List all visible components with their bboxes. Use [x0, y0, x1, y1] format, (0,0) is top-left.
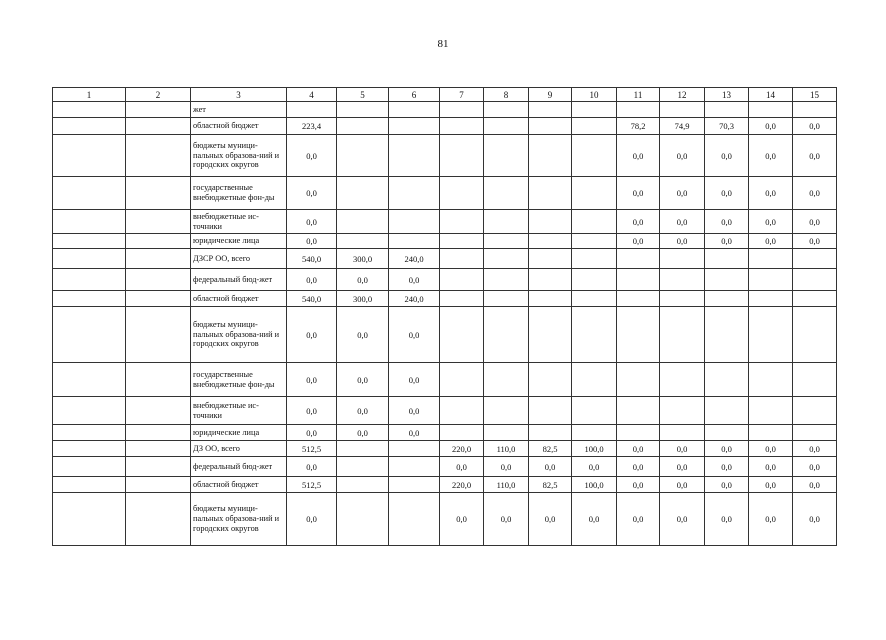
- value-cell: 0,0: [389, 269, 440, 291]
- value-cell: 0,0: [660, 234, 705, 249]
- value-cell: [660, 269, 705, 291]
- table-row: [53, 363, 837, 397]
- value-cell: 240,0: [389, 249, 440, 269]
- table-row: [53, 102, 837, 118]
- empty-cell: [126, 291, 191, 307]
- value-cell: 0,0: [617, 493, 660, 546]
- value-cell: 70,3: [705, 118, 749, 135]
- value-cell: 300,0: [337, 291, 389, 307]
- value-cell: [749, 102, 793, 118]
- value-cell: 0,0: [749, 135, 793, 177]
- value-cell: [660, 249, 705, 269]
- value-cell: [440, 397, 484, 425]
- value-cell: [440, 307, 484, 363]
- value-cell: [617, 425, 660, 441]
- empty-cell: [126, 477, 191, 493]
- value-cell: [337, 118, 389, 135]
- column-header-6: 6: [389, 88, 440, 102]
- value-cell: 300,0: [337, 249, 389, 269]
- value-cell: [484, 269, 529, 291]
- value-cell: [440, 210, 484, 234]
- value-cell: 0,0: [617, 441, 660, 457]
- value-cell: 0,0: [749, 477, 793, 493]
- value-cell: 0,0: [337, 269, 389, 291]
- budget-table: [52, 87, 837, 546]
- column-header-3: 3: [191, 88, 287, 102]
- value-cell: 0,0: [749, 118, 793, 135]
- value-cell: 0,0: [389, 397, 440, 425]
- value-cell: 0,0: [440, 493, 484, 546]
- value-cell: 0,0: [793, 210, 837, 234]
- value-cell: [440, 363, 484, 397]
- row-label: бюджеты муници-пальных образова-ний и городских округов: [191, 307, 287, 363]
- column-header-14: 14: [749, 88, 793, 102]
- value-cell: 0,0: [793, 177, 837, 210]
- value-cell: 0,0: [793, 441, 837, 457]
- value-cell: 0,0: [705, 234, 749, 249]
- value-cell: [705, 269, 749, 291]
- value-cell: [572, 102, 617, 118]
- value-cell: 0,0: [660, 477, 705, 493]
- value-cell: [749, 363, 793, 397]
- value-cell: 110,0: [484, 477, 529, 493]
- empty-cell: [126, 269, 191, 291]
- value-cell: [617, 102, 660, 118]
- column-header-11: 11: [617, 88, 660, 102]
- table-row: [53, 397, 837, 425]
- value-cell: 0,0: [287, 177, 337, 210]
- value-cell: 0,0: [389, 307, 440, 363]
- value-cell: [529, 249, 572, 269]
- value-cell: 0,0: [287, 307, 337, 363]
- value-cell: [793, 249, 837, 269]
- column-header-9: 9: [529, 88, 572, 102]
- value-cell: 512,5: [287, 477, 337, 493]
- value-cell: 220,0: [440, 477, 484, 493]
- table-row: [53, 493, 837, 546]
- value-cell: 0,0: [529, 457, 572, 477]
- value-cell: 0,0: [793, 457, 837, 477]
- value-cell: 240,0: [389, 291, 440, 307]
- value-cell: 0,0: [617, 477, 660, 493]
- value-cell: 0,0: [337, 363, 389, 397]
- value-cell: [337, 177, 389, 210]
- value-cell: 0,0: [337, 307, 389, 363]
- header-row: [53, 88, 837, 102]
- value-cell: [617, 307, 660, 363]
- value-cell: 100,0: [572, 441, 617, 457]
- value-cell: [660, 291, 705, 307]
- value-cell: [705, 249, 749, 269]
- empty-cell: [53, 118, 126, 135]
- value-cell: 82,5: [529, 441, 572, 457]
- value-cell: [440, 425, 484, 441]
- value-cell: [484, 234, 529, 249]
- empty-cell: [53, 177, 126, 210]
- value-cell: 0,0: [529, 493, 572, 546]
- value-cell: 0,0: [705, 210, 749, 234]
- empty-cell: [53, 234, 126, 249]
- empty-cell: [126, 234, 191, 249]
- value-cell: [389, 441, 440, 457]
- value-cell: 82,5: [529, 477, 572, 493]
- row-label: бюджеты муници-пальных образова-ний и городских округов: [191, 493, 287, 546]
- value-cell: [793, 397, 837, 425]
- value-cell: 0,0: [287, 234, 337, 249]
- column-header-15: 15: [793, 88, 837, 102]
- value-cell: 0,0: [705, 493, 749, 546]
- column-header-2: 2: [126, 88, 191, 102]
- value-cell: [705, 102, 749, 118]
- value-cell: 0,0: [660, 177, 705, 210]
- empty-cell: [53, 441, 126, 457]
- empty-cell: [53, 135, 126, 177]
- value-cell: [529, 118, 572, 135]
- table-row: [53, 291, 837, 307]
- value-cell: [660, 397, 705, 425]
- table-row: [53, 477, 837, 493]
- empty-cell: [126, 102, 191, 118]
- value-cell: 0,0: [287, 457, 337, 477]
- value-cell: [529, 135, 572, 177]
- value-cell: 0,0: [705, 457, 749, 477]
- value-cell: 0,0: [484, 493, 529, 546]
- row-label: бюджеты муници-пальных образова-ний и городских округов: [191, 135, 287, 177]
- value-cell: 0,0: [287, 493, 337, 546]
- value-cell: [484, 135, 529, 177]
- value-cell: [337, 493, 389, 546]
- value-cell: [572, 249, 617, 269]
- empty-cell: [53, 477, 126, 493]
- value-cell: [337, 441, 389, 457]
- row-label: внебюджетные ис-точники: [191, 397, 287, 425]
- value-cell: 0,0: [287, 363, 337, 397]
- value-cell: 0,0: [287, 397, 337, 425]
- column-header-5: 5: [337, 88, 389, 102]
- value-cell: [529, 102, 572, 118]
- column-header-8: 8: [484, 88, 529, 102]
- value-cell: [749, 307, 793, 363]
- value-cell: 78,2: [617, 118, 660, 135]
- value-cell: 0,0: [287, 135, 337, 177]
- value-cell: [793, 363, 837, 397]
- value-cell: 0,0: [617, 210, 660, 234]
- value-cell: 540,0: [287, 291, 337, 307]
- empty-cell: [126, 177, 191, 210]
- value-cell: 0,0: [749, 457, 793, 477]
- value-cell: [337, 234, 389, 249]
- row-label: внебюджетные ис-точники: [191, 210, 287, 234]
- value-cell: [337, 102, 389, 118]
- value-cell: 0,0: [337, 425, 389, 441]
- value-cell: [529, 291, 572, 307]
- row-label: областной бюджет: [191, 477, 287, 493]
- value-cell: 0,0: [287, 210, 337, 234]
- value-cell: [793, 102, 837, 118]
- value-cell: [529, 177, 572, 210]
- value-cell: 0,0: [389, 363, 440, 397]
- table-row: [53, 118, 837, 135]
- value-cell: [705, 425, 749, 441]
- value-cell: [440, 135, 484, 177]
- value-cell: 0,0: [705, 135, 749, 177]
- empty-cell: [53, 307, 126, 363]
- empty-cell: [53, 291, 126, 307]
- value-cell: [389, 477, 440, 493]
- value-cell: 220,0: [440, 441, 484, 457]
- value-cell: 0,0: [793, 118, 837, 135]
- empty-cell: [126, 135, 191, 177]
- value-cell: [705, 307, 749, 363]
- value-cell: [389, 102, 440, 118]
- value-cell: [484, 177, 529, 210]
- value-cell: 0,0: [617, 457, 660, 477]
- column-header-1: 1: [53, 88, 126, 102]
- value-cell: [440, 234, 484, 249]
- empty-cell: [53, 102, 126, 118]
- value-cell: [484, 363, 529, 397]
- value-cell: [705, 291, 749, 307]
- column-header-12: 12: [660, 88, 705, 102]
- value-cell: [529, 307, 572, 363]
- value-cell: 0,0: [660, 135, 705, 177]
- empty-cell: [53, 397, 126, 425]
- table-row: [53, 457, 837, 477]
- value-cell: [529, 269, 572, 291]
- value-cell: 0,0: [660, 210, 705, 234]
- empty-cell: [126, 397, 191, 425]
- value-cell: 0,0: [572, 457, 617, 477]
- column-header-4: 4: [287, 88, 337, 102]
- value-cell: [389, 234, 440, 249]
- value-cell: 0,0: [440, 457, 484, 477]
- value-cell: 0,0: [572, 493, 617, 546]
- value-cell: [389, 210, 440, 234]
- value-cell: [660, 307, 705, 363]
- value-cell: [572, 397, 617, 425]
- value-cell: [749, 269, 793, 291]
- empty-cell: [126, 118, 191, 135]
- value-cell: [793, 307, 837, 363]
- row-label: юридические лица: [191, 234, 287, 249]
- value-cell: 0,0: [660, 457, 705, 477]
- table-row: [53, 441, 837, 457]
- value-cell: 0,0: [705, 477, 749, 493]
- value-cell: 540,0: [287, 249, 337, 269]
- value-cell: [529, 397, 572, 425]
- value-cell: [660, 363, 705, 397]
- empty-cell: [126, 493, 191, 546]
- value-cell: [572, 234, 617, 249]
- value-cell: 0,0: [749, 234, 793, 249]
- table-row: [53, 307, 837, 363]
- value-cell: [749, 425, 793, 441]
- value-cell: [572, 425, 617, 441]
- value-cell: [484, 307, 529, 363]
- table-row: [53, 135, 837, 177]
- empty-cell: [126, 249, 191, 269]
- column-header-13: 13: [705, 88, 749, 102]
- value-cell: [793, 425, 837, 441]
- value-cell: [389, 457, 440, 477]
- empty-cell: [126, 457, 191, 477]
- value-cell: 110,0: [484, 441, 529, 457]
- value-cell: [484, 210, 529, 234]
- value-cell: [617, 269, 660, 291]
- value-cell: [337, 457, 389, 477]
- value-cell: 0,0: [793, 493, 837, 546]
- value-cell: 0,0: [793, 135, 837, 177]
- table-row: [53, 425, 837, 441]
- empty-cell: [126, 307, 191, 363]
- value-cell: 0,0: [705, 177, 749, 210]
- value-cell: [484, 102, 529, 118]
- value-cell: 0,0: [617, 177, 660, 210]
- value-cell: 74,9: [660, 118, 705, 135]
- value-cell: [705, 397, 749, 425]
- value-cell: 0,0: [749, 177, 793, 210]
- value-cell: [529, 363, 572, 397]
- value-cell: 0,0: [793, 234, 837, 249]
- empty-cell: [53, 249, 126, 269]
- value-cell: [793, 291, 837, 307]
- value-cell: 0,0: [749, 493, 793, 546]
- row-label: федеральный бюд-жет: [191, 457, 287, 477]
- value-cell: 0,0: [705, 441, 749, 457]
- value-cell: 0,0: [660, 493, 705, 546]
- value-cell: [484, 291, 529, 307]
- value-cell: [337, 135, 389, 177]
- value-cell: [617, 291, 660, 307]
- value-cell: 0,0: [484, 457, 529, 477]
- page-number: 81: [437, 38, 449, 50]
- value-cell: [749, 249, 793, 269]
- empty-cell: [53, 210, 126, 234]
- value-cell: [337, 477, 389, 493]
- row-label: ДЗСР ОО, всего: [191, 249, 287, 269]
- value-cell: 0,0: [749, 441, 793, 457]
- value-cell: 0,0: [749, 210, 793, 234]
- value-cell: 512,5: [287, 441, 337, 457]
- row-label: государственные внебюджетные фон-ды: [191, 363, 287, 397]
- column-header-7: 7: [440, 88, 484, 102]
- empty-cell: [126, 425, 191, 441]
- value-cell: [529, 210, 572, 234]
- table-row: [53, 269, 837, 291]
- value-cell: 0,0: [617, 135, 660, 177]
- value-cell: [484, 118, 529, 135]
- value-cell: [749, 291, 793, 307]
- value-cell: [440, 269, 484, 291]
- row-label: областной бюджет: [191, 118, 287, 135]
- value-cell: 0,0: [287, 425, 337, 441]
- value-cell: [440, 102, 484, 118]
- value-cell: [484, 249, 529, 269]
- value-cell: [572, 177, 617, 210]
- value-cell: 0,0: [617, 234, 660, 249]
- empty-cell: [126, 210, 191, 234]
- value-cell: 0,0: [793, 477, 837, 493]
- empty-cell: [53, 425, 126, 441]
- value-cell: 0,0: [389, 425, 440, 441]
- value-cell: [617, 363, 660, 397]
- value-cell: [793, 269, 837, 291]
- value-cell: 0,0: [660, 441, 705, 457]
- table-row: [53, 234, 837, 249]
- value-cell: [529, 425, 572, 441]
- value-cell: [705, 363, 749, 397]
- value-cell: [617, 249, 660, 269]
- value-cell: 223,4: [287, 118, 337, 135]
- value-cell: 0,0: [337, 397, 389, 425]
- value-cell: [287, 102, 337, 118]
- column-header-10: 10: [572, 88, 617, 102]
- value-cell: [484, 425, 529, 441]
- value-cell: [660, 102, 705, 118]
- value-cell: 100,0: [572, 477, 617, 493]
- empty-cell: [53, 363, 126, 397]
- value-cell: [572, 363, 617, 397]
- table-row: [53, 210, 837, 234]
- value-cell: [572, 291, 617, 307]
- value-cell: [440, 249, 484, 269]
- value-cell: [572, 269, 617, 291]
- value-cell: [440, 118, 484, 135]
- row-label: юридические лица: [191, 425, 287, 441]
- empty-cell: [53, 493, 126, 546]
- value-cell: [660, 425, 705, 441]
- empty-cell: [53, 457, 126, 477]
- value-cell: [440, 177, 484, 210]
- row-label: государственные внебюджетные фон-ды: [191, 177, 287, 210]
- value-cell: 0,0: [287, 269, 337, 291]
- value-cell: [484, 397, 529, 425]
- value-cell: [389, 493, 440, 546]
- value-cell: [389, 177, 440, 210]
- row-label: областной бюджет: [191, 291, 287, 307]
- value-cell: [389, 135, 440, 177]
- value-cell: [440, 291, 484, 307]
- row-label: ДЗ ОО, всего: [191, 441, 287, 457]
- value-cell: [572, 307, 617, 363]
- table-row: [53, 249, 837, 269]
- empty-cell: [126, 363, 191, 397]
- value-cell: [389, 118, 440, 135]
- value-cell: [572, 118, 617, 135]
- value-cell: [572, 135, 617, 177]
- row-label: федеральный бюд-жет: [191, 269, 287, 291]
- empty-cell: [53, 269, 126, 291]
- value-cell: [617, 397, 660, 425]
- row-label: жет: [191, 102, 287, 118]
- empty-cell: [126, 441, 191, 457]
- value-cell: [529, 234, 572, 249]
- value-cell: [337, 210, 389, 234]
- value-cell: [572, 210, 617, 234]
- table-row: [53, 177, 837, 210]
- value-cell: [749, 397, 793, 425]
